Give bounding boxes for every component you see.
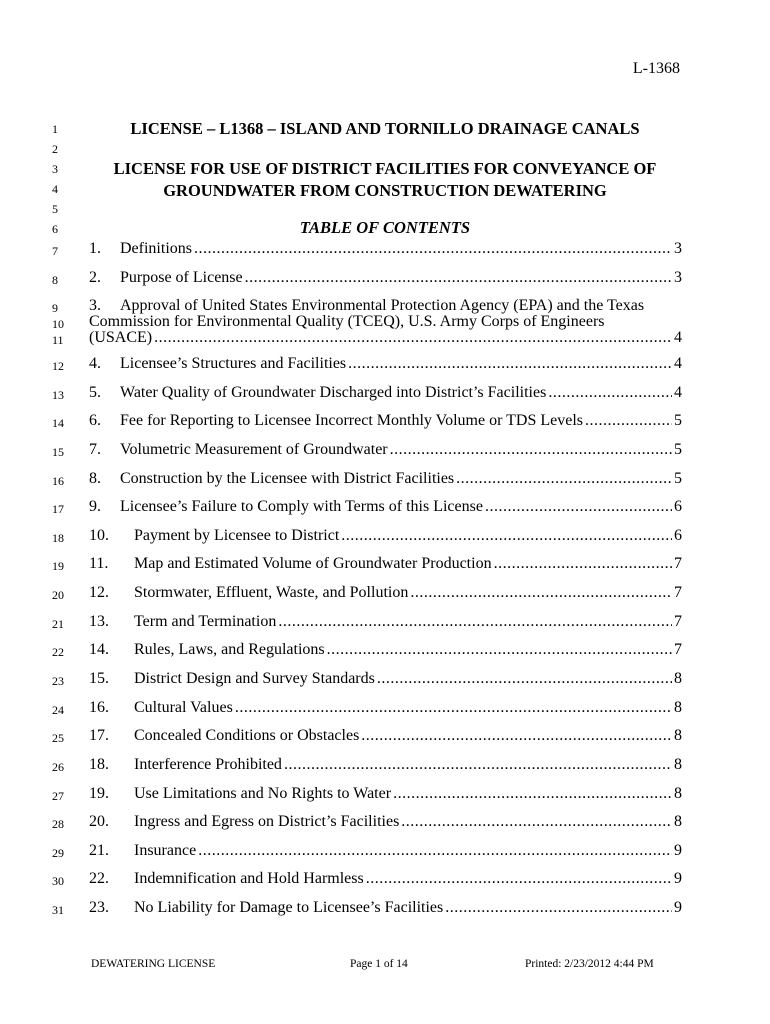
toc-entry[interactable] [89, 355, 682, 373]
toc-entry-title-continued: Commission for Environmental Quality (TCEQ), U.S. Army Corps of Engineers [89, 313, 605, 330]
dot-leader [390, 441, 672, 459]
toc-entry-number: 16. [89, 699, 109, 716]
footer-page-number: Page 1 of 14 [350, 958, 408, 970]
line-number: 13 [52, 388, 64, 402]
toc-entry[interactable] [89, 785, 682, 803]
line-number: 31 [52, 903, 64, 917]
dot-leader [410, 584, 672, 602]
toc-entry-number: 12. [89, 584, 109, 601]
license-subtitle-line1: LICENSE FOR USE OF DISTRICT FACILITIES FOR CONVEYANCE OF [113, 159, 657, 178]
toc-entry-title: Water Quality of Groundwater Discharged into District’s Facilities [120, 384, 547, 401]
line-number: 5 [52, 202, 58, 216]
dot-leader [585, 412, 672, 430]
toc-entry-number: 13. [89, 613, 109, 630]
toc-entry-title: Rules, Laws, and Regulations [134, 641, 325, 658]
line-number: 25 [52, 731, 64, 745]
toc-entry-page: 9 [674, 870, 682, 887]
toc-entry-number: 2. [89, 269, 101, 286]
line-number: 6 [52, 222, 58, 236]
toc-entry-number: 19. [89, 785, 109, 802]
toc-entry-page: 4 [674, 329, 682, 346]
line-number: 10 [52, 317, 64, 331]
toc-entry-number: 8. [89, 470, 101, 487]
toc-entry-title: Indemnification and Hold Harmless [134, 870, 364, 887]
toc-entry[interactable] [89, 527, 682, 545]
toc-entry-number: 3. [89, 297, 101, 314]
dot-leader [445, 899, 672, 917]
toc-entry-title: Interference Prohibited [134, 756, 282, 773]
toc-entry-page: 8 [674, 670, 682, 687]
line-number: 19 [52, 559, 64, 573]
dot-leader [377, 670, 672, 688]
dot-leader [154, 330, 672, 346]
toc-entry-page: 8 [674, 813, 682, 830]
toc-entry-number: 1. [89, 240, 101, 257]
toc-entry-number: 15. [89, 670, 109, 687]
line-number: 7 [52, 244, 58, 258]
toc-entry-page: 5 [674, 470, 682, 487]
line-number: 2 [52, 142, 58, 156]
dot-leader [548, 384, 672, 402]
toc-entry-page: 8 [674, 756, 682, 773]
toc-entry-number: 23. [89, 899, 109, 916]
toc-entry-number: 5. [89, 384, 101, 401]
toc-entry-page: 5 [674, 441, 682, 458]
dot-leader [393, 785, 672, 803]
toc-entry[interactable] [89, 670, 682, 688]
dot-leader [198, 842, 672, 860]
line-number: 12 [52, 359, 64, 373]
toc-entry-page: 6 [674, 498, 682, 515]
toc-entry-number: 6. [89, 412, 101, 429]
toc-entry[interactable] [89, 384, 682, 402]
dot-leader [366, 870, 672, 888]
toc-heading: TABLE OF CONTENTS [299, 218, 471, 237]
toc-entry[interactable] [89, 441, 682, 459]
toc-entry-page: 3 [674, 269, 682, 286]
toc-entry-page: 8 [674, 785, 682, 802]
toc-entry-page: 8 [674, 699, 682, 716]
license-subtitle-line2: GROUNDWATER FROM CONSTRUCTION DEWATERING [163, 181, 607, 200]
toc-entry[interactable] [89, 584, 682, 602]
toc-entry-number: 14. [89, 641, 109, 658]
toc-entry-title: Volumetric Measurement of Groundwater [120, 441, 388, 458]
dot-leader [456, 470, 672, 488]
toc-entry[interactable] [89, 727, 682, 745]
line-number: 23 [52, 674, 64, 688]
dot-leader [494, 555, 672, 573]
dot-leader [245, 269, 672, 287]
toc-entry[interactable] [89, 269, 682, 287]
toc-entry-title: Insurance [134, 842, 197, 859]
toc-entry[interactable] [89, 240, 682, 258]
toc-entry[interactable] [89, 641, 682, 659]
footer-print-date: Printed: 2/23/2012 4:44 PM [525, 958, 654, 970]
toc-entry-title: Cultural Values [134, 699, 233, 716]
line-number: 24 [52, 703, 64, 717]
line-number: 1 [52, 122, 58, 136]
toc-entry-number: 4. [89, 355, 101, 372]
toc-entry-page: 4 [674, 384, 682, 401]
line-number: 22 [52, 645, 64, 659]
toc-entry-number: 20. [89, 813, 109, 830]
toc-entry-page: 3 [674, 240, 682, 257]
toc-entry[interactable] [89, 498, 682, 516]
dot-leader [348, 355, 672, 373]
toc-entry-number: 10. [89, 527, 109, 544]
line-number: 9 [52, 301, 58, 315]
toc-entry[interactable] [89, 613, 682, 631]
toc-entry-title: Payment by Licensee to District [134, 527, 340, 544]
toc-entry-title: Ingress and Egress on District’s Facilities [134, 813, 400, 830]
toc-entry[interactable] [89, 813, 682, 831]
line-number: 20 [52, 588, 64, 602]
toc-entry-page: 9 [674, 842, 682, 859]
dot-leader [278, 613, 672, 631]
footer-doc-name: DEWATERING LICENSE [91, 958, 216, 970]
toc-entry[interactable] [89, 555, 682, 573]
toc-entry-page: 9 [674, 899, 682, 916]
license-title: LICENSE – L1368 – ISLAND AND TORNILLO DRAINAGE CANALS [130, 119, 640, 138]
toc-entry-page: 8 [674, 727, 682, 744]
line-number: 14 [52, 416, 64, 430]
toc-entry-title: Licensee’s Structures and Facilities [120, 355, 347, 372]
toc-entry-title: Concealed Conditions or Obstacles [134, 727, 360, 744]
dot-leader [401, 813, 672, 831]
toc-entry-page: 7 [674, 555, 682, 572]
toc-entry-page: 7 [674, 641, 682, 658]
toc-entry[interactable] [89, 470, 682, 488]
toc-entry-number: 22. [89, 870, 109, 887]
toc-entry-title: Licensee’s Failure to Comply with Terms of this License [120, 498, 483, 515]
toc-entry[interactable] [89, 756, 682, 774]
toc-entry-title: Term and Termination [134, 613, 277, 630]
toc-entry-title: Approval of United States Environmental Protection Agency (EPA) and the Texas [120, 297, 645, 314]
toc-entry-title: Fee for Reporting to Licensee Incorrect Monthly Volume or TDS Levels [120, 412, 584, 429]
toc-entry-title: Map and Estimated Volume of Groundwater Production [134, 555, 492, 572]
toc-entry[interactable] [89, 842, 682, 860]
toc-entry-page: 5 [674, 412, 682, 429]
dot-leader [485, 498, 672, 516]
toc-entry-page: 6 [674, 527, 682, 544]
toc-entry-title: No Liability for Damage to Licensee’s Facilities [134, 899, 444, 916]
toc-entry-number: 9. [89, 498, 101, 515]
toc-entry[interactable] [89, 899, 682, 917]
line-number: 15 [52, 445, 64, 459]
toc-entry-page: 7 [674, 584, 682, 601]
toc-entry-title: Definitions [120, 240, 192, 257]
line-number: 30 [52, 874, 64, 888]
line-number: 17 [52, 502, 64, 516]
toc-entry-title-continued: (USACE) [89, 329, 153, 346]
toc-entry-title: Use Limitations and No Rights to Water [134, 785, 392, 802]
toc-entry-title: District Design and Survey Standards [134, 670, 375, 687]
dot-leader [284, 756, 672, 774]
document-id: L-1368 [632, 60, 680, 77]
toc-entry-number: 18. [89, 756, 109, 773]
toc-entry-title: Construction by the Licensee with District Facilities [120, 470, 455, 487]
toc-entry-page: 4 [674, 355, 682, 372]
toc-entry[interactable] [89, 870, 682, 888]
line-number: 18 [52, 531, 64, 545]
dot-leader [327, 641, 672, 659]
toc-entry-title: Purpose of License [120, 269, 243, 286]
toc-entry[interactable] [89, 699, 682, 717]
line-number: 29 [52, 846, 64, 860]
toc-entry-number: 17. [89, 727, 109, 744]
toc-entry-number: 11. [89, 555, 109, 572]
line-number: 21 [52, 617, 64, 631]
toc-entry[interactable] [89, 412, 682, 430]
line-number: 11 [52, 333, 64, 347]
line-number: 28 [52, 817, 64, 831]
toc-entry-number: 21. [89, 842, 109, 859]
line-number: 4 [52, 182, 58, 196]
dot-leader [235, 699, 672, 717]
dot-leader [341, 527, 672, 545]
toc-entry[interactable] [89, 298, 682, 346]
dot-leader [361, 727, 672, 745]
line-number: 8 [52, 273, 58, 287]
toc-entry-title: Stormwater, Effluent, Waste, and Pollution [134, 584, 409, 601]
line-number: 26 [52, 760, 64, 774]
toc-entry-number: 7. [89, 441, 101, 458]
line-number: 3 [52, 162, 58, 176]
line-number: 27 [52, 789, 64, 803]
line-number: 16 [52, 474, 64, 488]
dot-leader [194, 240, 672, 258]
toc-entry-page: 7 [674, 613, 682, 630]
